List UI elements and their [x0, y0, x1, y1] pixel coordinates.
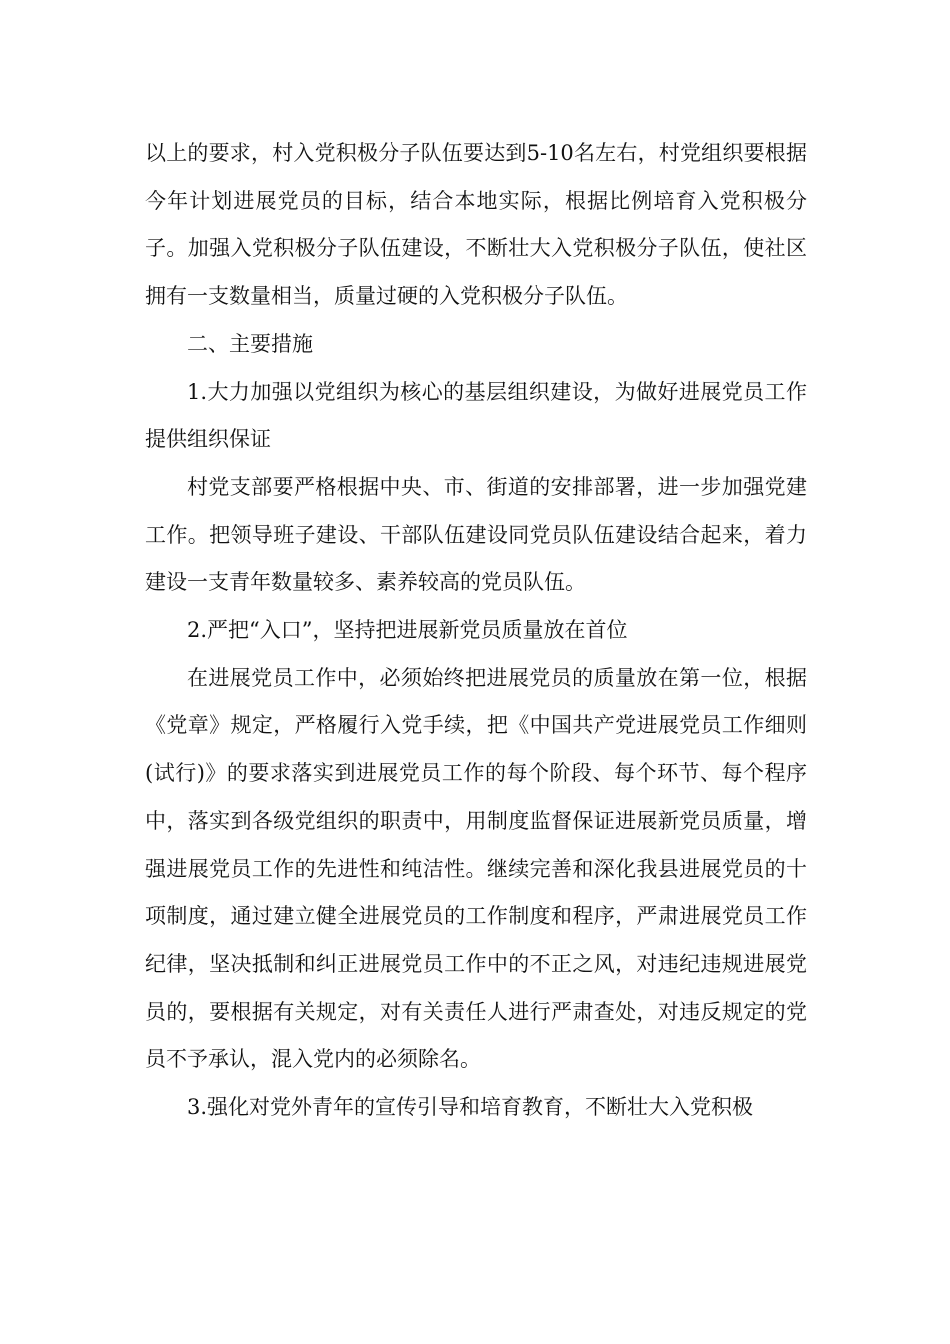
subsection-heading-3: 3.强化对党外青年的宣传引导和培育教育，不断壮大入党积极 — [187, 1095, 754, 1120]
subsection-heading-2: 2.严把“入口”，坚持把进展新党员质量放在首位 — [187, 618, 628, 643]
paragraph-body-1: 村党支部要严格根据中央、市、街道的安排部署，进一步加强党建工作。把领导班子建设、干部队伍建设同党员队伍建设结合起来，着力建设一支青年数量较多、素养较高的党员队伍。 — [145, 474, 807, 595]
paragraph-continuation: 以上的要求，村入党积极分子队伍要达到5-10名左右，村党组织要根据今年计划进展党员的目标，结合本地实际，根据比例培育入党积极分子。加强入党积极分子队伍建设，不断壮大入党积极分子队伍，使社区拥有一支数量相当，质量过硬的入党积极分子队伍。 — [145, 141, 807, 309]
section-heading: 二、主要措施 — [187, 331, 313, 356]
subsection-heading-1: 1.大力加强以党组织为核心的基层组织建设，为做好进展党员工作提供组织保证 — [145, 379, 807, 452]
document-body — [145, 130, 807, 1132]
paragraph-body-2: 在进展党员工作中，必须始终把进展党员的质量放在第一位，根据《党章》规定，严格履行入党手续，把《中国共产党进展党员工作细则(试行)》的要求落实到进展党员工作的每个阶段、每个环节、每个程序中，落实到各级党组织的职责中，用制度监督保证进展新党员质量，增强进展党员工作的先进性和纯洁性。继续完善和深化我县进展党员的十项制度，通过建立健全进展党员的工作制度和程序，严肃进展党员工作纪律，坚决抵制和纠正进展党员工作中的不正之风，对违纪违规进展党员的，要根据有关规定，对有关责任人进行严肃查处，对违反规定的党员不予承认，混入党内的必须除名。 — [145, 665, 807, 1072]
